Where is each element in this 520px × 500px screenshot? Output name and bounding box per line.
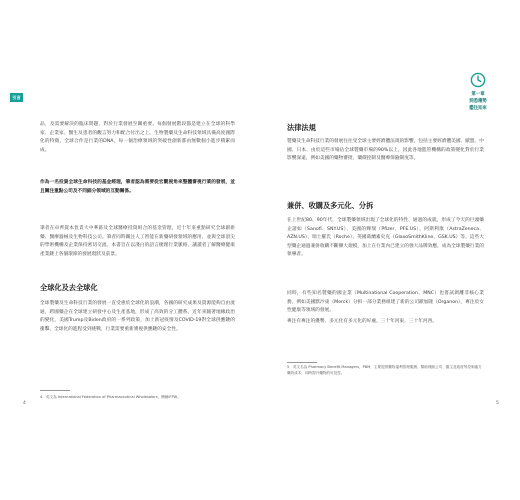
left-paragraph-2: 作為一名投資全球生命科技的基金經理，筆者認為需要從宏觀視角來整體審視行業的發展，並且關注重點公司及不同細分領域的互動關係。 (40, 180, 235, 194)
right-heading-mna: 兼併、收購及多元化、分拆 (287, 201, 374, 210)
right-footnote-divider (287, 362, 317, 363)
right-paragraph-2: 在上世紀80、90年代，全球製藥領域出現了全球化的特性、通過的成就，形成了今天的巨頭藥企諸如（Sanofi、SNY.US）、美國的輝瑞（Pfizer、PFE.US）、阿斯利康（AstraZeneca、AZN.US）、瑞士羅氏（Roche）、英國葛蘭素史克（GlaxoSmithKline、GSK.US）等。這些大型藥企通過兼併收購不斷擴大規模，加上在行業內已建立的強大品牌效應，成為全球製藥行業的領導者。 (287, 218, 484, 258)
chapter-title-line-1: 洞悉趨勢 (469, 99, 487, 104)
chapter-label: 第一章 (471, 92, 485, 97)
right-paragraph-4: 專注有專注的優勢，多元化有多元化的好處。三十年河東，三十年河西。 (287, 319, 438, 324)
left-paragraph-1: 品，及需要解決的臨床問題，對於行業發展至關重要。每個發展階段都是建立在全球的科學家、企業家、醫生及患者的觀言努力和配合付出之上。生物製藥及生命科技領域具備高度國際化的特徵，全球合作是行業的DNA，每一個治療領域的突破性創新都由無數個小進步積累而成。 (40, 122, 235, 153)
right-footnote: 5 英文名為 Pharmacy Benefit Managers，PBM，主要提供藥物福利管理服務，幫助保險公司、僱主及政府等控制處方藥的成本，同時提升藥物的可及性。 (287, 365, 482, 375)
footnote-divider (40, 390, 70, 391)
right-page-number: 5 (496, 401, 499, 406)
left-footnote: 4 英文為 International Federation of Pharmaceutical Wholesalers，簡稱IFPW。 (40, 395, 181, 399)
right-heading-regulation: 法律法規 (287, 123, 316, 132)
clock-icon (470, 72, 486, 88)
left-paragraph-4: 全球製藥及生命科技行業的發展一直受惠於全球化的浪潮，各國的研究成果及資源能夠自由流通，跨國藥企在全球建立研發中心及生產基地，形成了高效的分工體系。近年來隨著地緣政治的變化，美國Trump及Biden政府的一系列政策，加上新冠疫情及COVID-19對全球供應鏈的衝擊，全球化的進程受到挑戰，行業需要重新審視供應鏈的安全性。 (40, 301, 235, 332)
chapter-marker (450, 72, 506, 112)
left-heading-globalization: 全球化及去全球化 (40, 283, 98, 292)
chapter-title-line-2: 鑑往知來 (469, 106, 487, 111)
right-paragraph-1: 製藥及生命科技行業的發展往往受全球主要經濟體法規的影響，包括主要經濟體美國、歐盟、中國、日本、由於這些市場佔全球製藥市場的90%以上，因此各地監管機構的政策變化對於行業影響深遠，例如美國的藥物審批、藥價控制及醫療保險制度等。 (287, 139, 484, 162)
left-paragraph-3: 筆者在卓齊資本負責大中華區及全球醫療投資組合的基金管理，近十年來重點研究全球創新藥、醫療器械及生物科技公司。筆者同時關注人工智能在新藥研發領域的應用，並與全球頂尖的學術機構及企業保持密切交流。本書旨在以淺白的語言梳理行業脈絡，讓讀者了解醫療健康產業鏈上各個環節的發展現狀及前景。 (40, 226, 235, 257)
left-page-number: 4 (23, 401, 26, 406)
right-paragraph-3: 同時，有些知名製藥的國企業（Multinational Cooperation、MNC）也嘗試剝離非核心業務，例如美國默沙東（Merck）分拆一部分業務組建了新的公司歐加隆（Organon），專注於女性健康等領域的發展。 (287, 291, 484, 314)
section-badge: 引言 (10, 93, 23, 102)
